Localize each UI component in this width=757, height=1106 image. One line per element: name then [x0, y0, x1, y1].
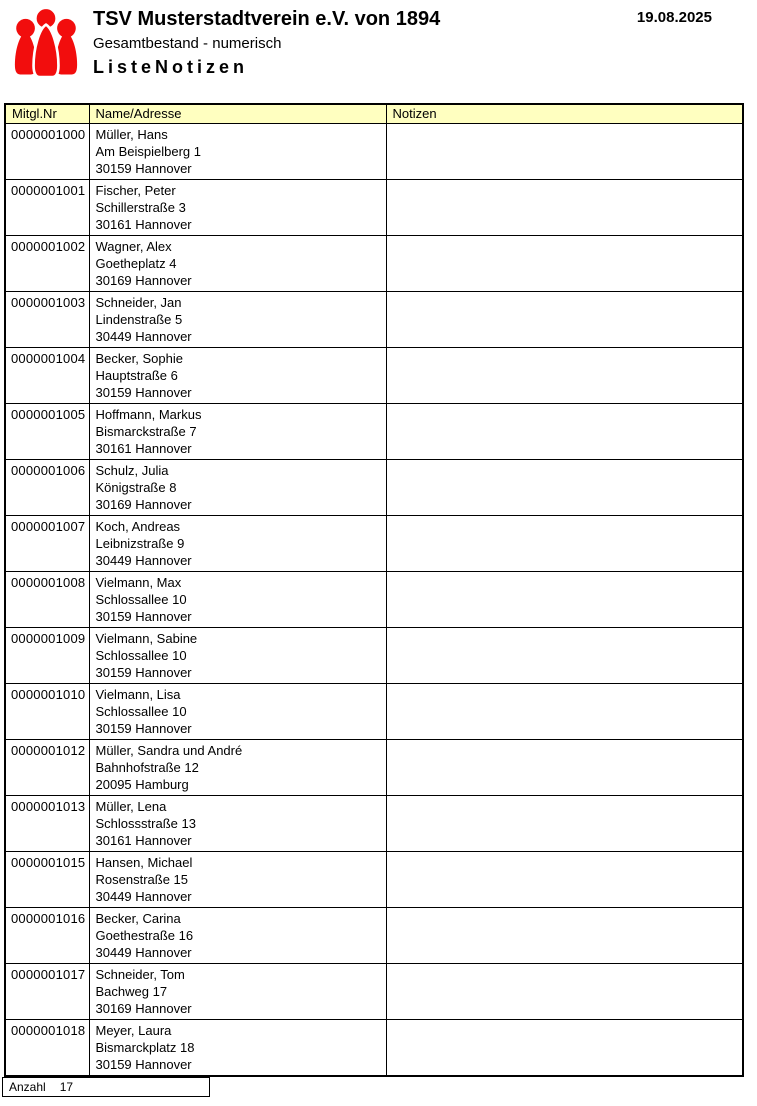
member-name: Vielmann, Lisa [95, 686, 181, 702]
count-value: 17 [59, 1079, 74, 1094]
member-city: 30159 Hannover [95, 1056, 192, 1072]
member-address-cell [89, 739, 386, 795]
table-header-row [5, 104, 743, 123]
member-city: 30159 Hannover [95, 160, 192, 176]
member-city: 30169 Hannover [95, 272, 192, 288]
member-name: Wagner, Alex [95, 238, 172, 254]
member-number: 0000001008 [5, 571, 89, 627]
member-number: 0000001015 [5, 851, 89, 907]
member-notes-cell [386, 907, 743, 963]
member-city: 30169 Hannover [95, 1000, 192, 1016]
member-street: Lindenstraße 5 [95, 311, 183, 327]
member-notes-cell [386, 459, 743, 515]
member-address-cell [89, 459, 386, 515]
table-row [5, 179, 743, 235]
member-notes-cell [386, 571, 743, 627]
member-city: 30449 Hannover [95, 328, 192, 344]
member-number: 0000001000 [5, 123, 89, 179]
member-name: Koch, Andreas [95, 518, 181, 534]
member-street: Bismarckstraße 7 [95, 423, 197, 439]
member-name: Fischer, Peter [95, 182, 176, 198]
member-notes-cell [386, 403, 743, 459]
member-city: 30161 Hannover [95, 440, 192, 456]
member-city: 30449 Hannover [95, 888, 192, 904]
member-address-cell [89, 235, 386, 291]
table-row [5, 1019, 743, 1076]
member-address-cell [89, 291, 386, 347]
member-address-cell [89, 403, 386, 459]
member-street: Rosenstraße 15 [95, 871, 188, 887]
member-address-cell [89, 179, 386, 235]
member-city: 30169 Hannover [95, 496, 192, 512]
member-number: 0000001004 [5, 347, 89, 403]
member-city: 30159 Hannover [95, 384, 192, 400]
member-notes-cell [386, 347, 743, 403]
member-name: Becker, Carina [95, 910, 181, 926]
member-name: Hoffmann, Markus [95, 406, 202, 422]
table-row [5, 907, 743, 963]
member-notes-cell [386, 515, 743, 571]
count-label: Anzahl [9, 1079, 46, 1094]
member-city: 30159 Hannover [95, 720, 192, 736]
report-list-title: ListeNotizen [93, 57, 249, 77]
member-address-cell [89, 123, 386, 179]
member-address-cell [89, 571, 386, 627]
member-number: 0000001010 [5, 683, 89, 739]
member-name: Schneider, Tom [95, 966, 185, 982]
member-number: 0000001018 [5, 1019, 89, 1076]
member-number: 0000001017 [5, 963, 89, 1019]
member-number: 0000001003 [5, 291, 89, 347]
member-name: Schulz, Julia [95, 462, 169, 478]
member-address-cell [89, 795, 386, 851]
member-number: 0000001007 [5, 515, 89, 571]
member-name: Vielmann, Max [95, 574, 182, 590]
col-header-mitglnr: Mitgl.Nr [5, 104, 89, 123]
club-title: TSV Musterstadtverein e.V. von 1894 [93, 8, 441, 30]
member-name: Meyer, Laura [95, 1022, 172, 1038]
member-notes-cell [386, 739, 743, 795]
member-name: Schneider, Jan [95, 294, 182, 310]
table-row [5, 123, 743, 179]
table-row [5, 235, 743, 291]
member-address-cell [89, 963, 386, 1019]
table-row [5, 571, 743, 627]
member-number: 0000001005 [5, 403, 89, 459]
report-subtitle: Gesamtbestand - numerisch [93, 35, 282, 52]
col-header-notizen: Notizen [386, 104, 743, 123]
member-street: Königstraße 8 [95, 479, 177, 495]
member-number: 0000001013 [5, 795, 89, 851]
member-name: Müller, Hans [95, 126, 168, 142]
table-row [5, 459, 743, 515]
member-street: Bahnhofstraße 12 [95, 759, 199, 775]
member-street: Bachweg 17 [95, 983, 168, 999]
three-pawns-icon [6, 5, 86, 87]
table-row [5, 515, 743, 571]
member-address-cell [89, 683, 386, 739]
col-header-name-adresse: Name/Adresse [89, 104, 386, 123]
report-header [0, 0, 757, 95]
member-table-body [5, 123, 743, 1076]
member-name: Müller, Lena [95, 798, 167, 814]
header-text-block [93, 7, 440, 78]
member-number: 0000001002 [5, 235, 89, 291]
count-box [2, 1077, 210, 1097]
table-row [5, 963, 743, 1019]
member-city: 30161 Hannover [95, 216, 192, 232]
member-notes-cell [386, 795, 743, 851]
member-street: Schlossstraße 13 [95, 815, 196, 831]
member-street: Am Beispielberg 1 [95, 143, 201, 159]
member-street: Schlossallee 10 [95, 647, 187, 663]
member-name: Becker, Sophie [95, 350, 183, 366]
member-notes-cell [386, 851, 743, 907]
member-table [4, 103, 744, 1077]
table-row [5, 347, 743, 403]
member-notes-cell [386, 1019, 743, 1076]
member-notes-cell [386, 683, 743, 739]
member-address-cell [89, 851, 386, 907]
member-street: Goetheplatz 4 [95, 255, 177, 271]
member-notes-cell [386, 963, 743, 1019]
member-street: Bismarckplatz 18 [95, 1039, 195, 1055]
member-notes-cell [386, 627, 743, 683]
member-number: 0000001016 [5, 907, 89, 963]
member-street: Leibnizstraße 9 [95, 535, 185, 551]
table-row [5, 627, 743, 683]
member-notes-cell [386, 291, 743, 347]
member-name: Hansen, Michael [95, 854, 193, 870]
member-name: Vielmann, Sabine [95, 630, 198, 646]
member-street: Schlossallee 10 [95, 703, 187, 719]
table-row [5, 795, 743, 851]
member-notes-cell [386, 123, 743, 179]
member-street: Goethestraße 16 [95, 927, 194, 943]
member-number: 0000001006 [5, 459, 89, 515]
member-name: Müller, Sandra und André [95, 742, 243, 758]
member-city: 30449 Hannover [95, 552, 192, 568]
member-notes-cell [386, 179, 743, 235]
member-city: 30449 Hannover [95, 944, 192, 960]
member-street: Schillerstraße 3 [95, 199, 186, 215]
member-number: 0000001001 [5, 179, 89, 235]
member-city: 30159 Hannover [95, 608, 192, 624]
member-city: 30159 Hannover [95, 664, 192, 680]
table-row [5, 403, 743, 459]
member-address-cell [89, 1019, 386, 1076]
table-row [5, 739, 743, 795]
pawn-body-center [34, 25, 59, 77]
member-notes-cell [386, 235, 743, 291]
table-row [5, 291, 743, 347]
member-city: 30161 Hannover [95, 832, 192, 848]
member-address-cell [89, 627, 386, 683]
table-row [5, 851, 743, 907]
table-row [5, 683, 743, 739]
club-logo-icon [6, 5, 86, 87]
member-address-cell [89, 907, 386, 963]
member-street: Schlossallee 10 [95, 591, 187, 607]
member-city: 20095 Hamburg [95, 776, 189, 792]
member-address-cell [89, 347, 386, 403]
member-address-cell [89, 515, 386, 571]
member-street: Hauptstraße 6 [95, 367, 178, 383]
member-number: 0000001009 [5, 627, 89, 683]
report-date: 19.08.2025 [636, 9, 712, 26]
member-number: 0000001012 [5, 739, 89, 795]
